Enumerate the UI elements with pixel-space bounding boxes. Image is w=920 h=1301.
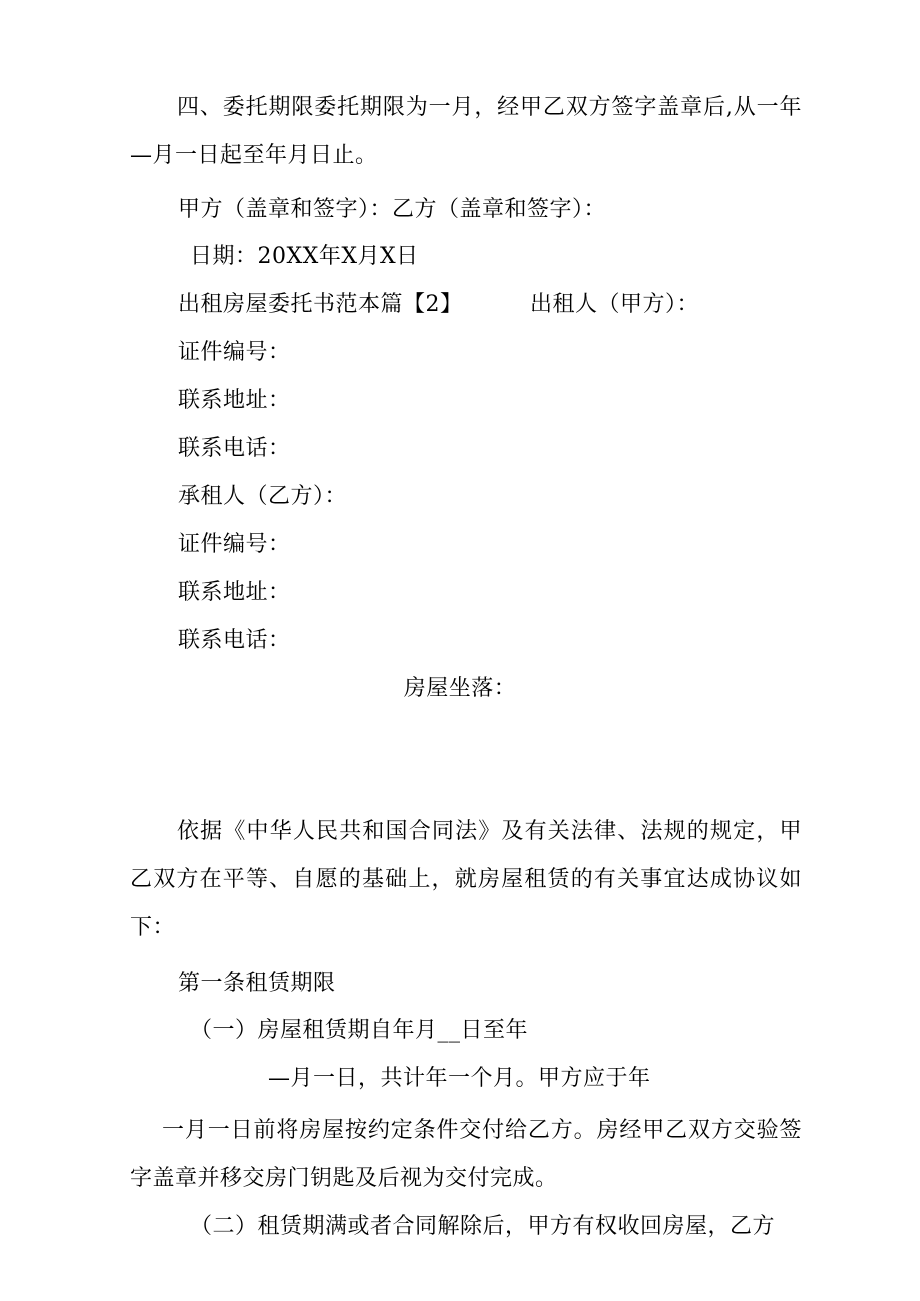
preamble-paragraph: 依据《中华人民共和国合同法》及有关法律、法规的规定，甲乙双方在平等、自愿的基础上，就房屋租赁的有关事宜达成协议如下： (130, 819, 802, 940)
lessor-id-field: 证件编号： (178, 340, 291, 365)
lessor-label: 出租人（甲方）： (530, 292, 700, 317)
date-line: 日期：20XX年X月X日 (190, 244, 419, 269)
article1-item1-continuation: 一月一日前将房屋按约定条件交付给乙方。房经甲乙双方交验签字盖章并移交房门钥匙及后视为交付完成。 (130, 1118, 802, 1191)
lessor-address-field: 联系地址： (178, 388, 291, 413)
term-clause-paragraph: 四、委托期限委托期限为一月，经甲乙双方签字盖章后,从一年—月一日起至年月日止。 (130, 95, 802, 168)
article1-title: 第一条租赁期限 (178, 971, 336, 996)
lessor-phone-field: 联系电话： (178, 436, 291, 461)
article1-item2: （二）租赁期满或者合同解除后，甲方有权收回房屋，乙方 (190, 1214, 776, 1239)
lessee-id-field: 证件编号： (178, 532, 291, 557)
lessee-address-field: 联系地址： (178, 580, 291, 605)
lessee-label: 承租人（乙方）： (178, 484, 348, 509)
article1-item1-line2: —月一日，共计年一个月。甲方应于年 (268, 1066, 651, 1091)
property-location-heading: 房屋坐落： (403, 676, 517, 701)
lessee-phone-field: 联系电话： (178, 628, 291, 653)
signature-line: 甲方（盖章和签字）：乙方（盖章和签字）： (178, 197, 607, 222)
sample-title: 出租房屋委托书范本篇【2】 (178, 292, 463, 317)
article1-item1-line1: （一）房屋租赁期自年月__日至年 (190, 1018, 529, 1043)
